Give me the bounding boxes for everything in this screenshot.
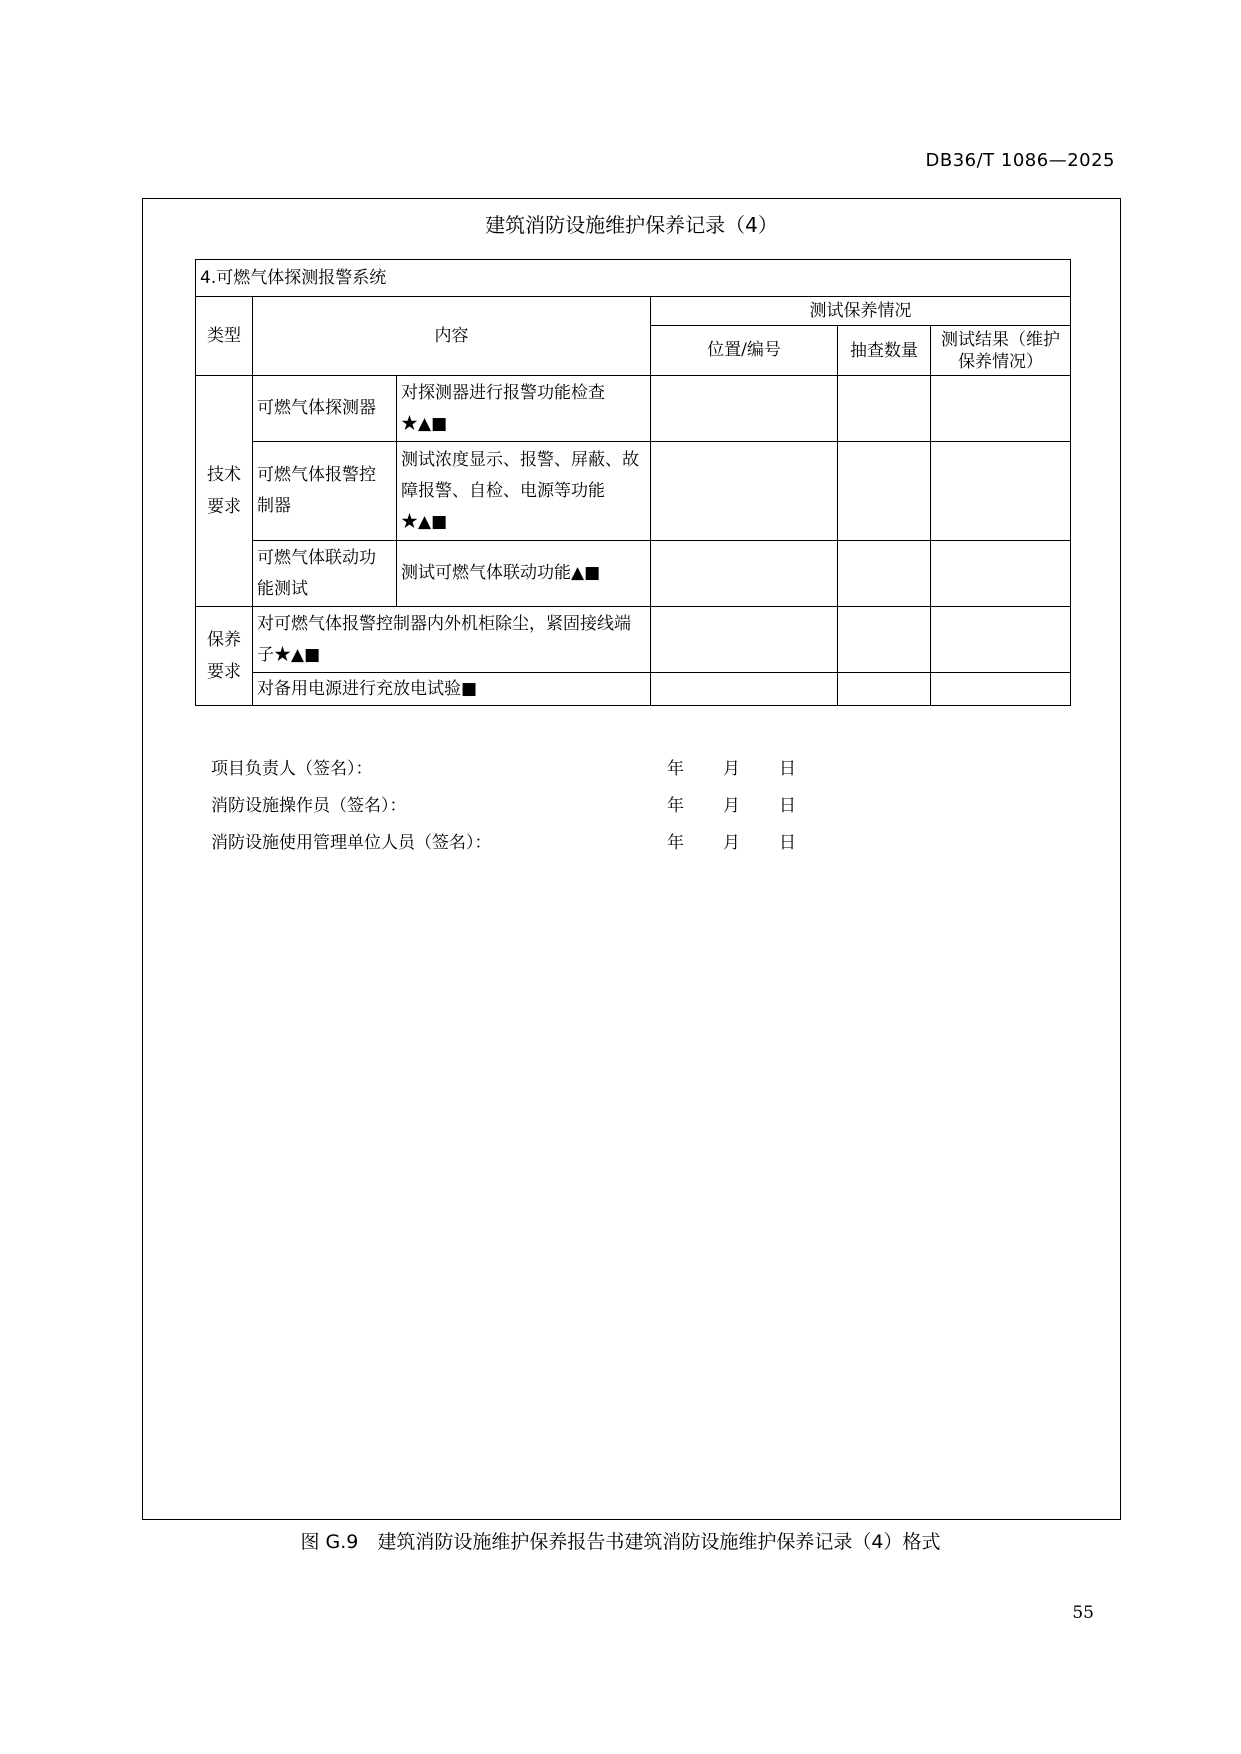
item-name: 可燃气体联动功能测试 [253,541,397,607]
signature-date[interactable] [667,828,835,853]
header-type: 类型 [196,297,253,376]
record-title: 建筑消防设施维护保养记录（4） [485,213,778,237]
result-cell[interactable] [931,673,1071,706]
item-content: 对可燃气体报警控制器内外机柜除尘，紧固接线端子★▲■ [253,607,651,673]
item-content: 测试可燃气体联动功能▲■ [397,541,651,607]
day-label: 日 [779,796,796,816]
header-test-status: 测试保养情况 [651,297,1071,326]
sample-qty-cell[interactable] [838,376,931,442]
record-frame [142,198,1121,1520]
item-name: 可燃气体报警控制器 [253,442,397,541]
month-label: 月 [723,759,740,779]
month-label: 月 [723,833,740,853]
result-cell[interactable] [931,376,1071,442]
header-sample-qty: 抽查数量 [838,326,931,376]
signature-label: 消防设施使用管理单位人员（签名）： [211,833,492,853]
day-label: 日 [779,759,796,779]
maintenance-record-table [195,259,1071,706]
sample-qty-cell[interactable] [838,607,931,673]
item-name: 可燃气体探测器 [253,376,397,442]
result-cell[interactable] [931,541,1071,607]
item-content: 对备用电源进行充放电试验■ [253,673,651,706]
signature-label: 消防设施操作员（签名）： [211,796,407,816]
group-type-maintenance: 保养要求 [196,607,253,706]
header-result: 测试结果（维护保养情况） [931,326,1071,376]
signature-label: 项目负责人（签名）： [211,759,373,779]
year-label: 年 [667,796,684,816]
sample-qty-cell[interactable] [838,541,931,607]
sample-qty-cell[interactable] [838,673,931,706]
table-row [196,442,1071,541]
location-cell[interactable] [651,607,838,673]
year-label: 年 [667,833,684,853]
table-row [196,673,1071,706]
result-cell[interactable] [931,607,1071,673]
year-label: 年 [667,759,684,779]
sample-qty-cell[interactable] [838,442,931,541]
location-cell[interactable] [651,541,838,607]
table-row [196,607,1071,673]
item-content: 对探测器进行报警功能检查★▲■ [397,376,651,442]
figure-caption: 图 G.9 建筑消防设施维护保养报告书建筑消防设施维护保养记录（4）格式 [300,1531,941,1553]
result-cell[interactable] [931,442,1071,541]
signature-date[interactable] [667,791,835,816]
group-type-technical: 技术要求 [196,376,253,607]
header-location: 位置/编号 [651,326,838,376]
month-label: 月 [723,796,740,816]
section-heading: 4.可燃气体探测报警系统 [196,260,1071,297]
location-cell[interactable] [651,376,838,442]
item-content: 测试浓度显示、报警、屏蔽、故障报警、自检、电源等功能★▲■ [397,442,651,541]
location-cell[interactable] [651,673,838,706]
page-number: 55 [1072,1603,1094,1623]
signature-date[interactable] [667,754,835,779]
document-code: DB36/T 1086—2025 [925,150,1115,171]
day-label: 日 [779,833,796,853]
header-content: 内容 [253,297,651,376]
location-cell[interactable] [651,442,838,541]
table-row [196,541,1071,607]
table-row [196,376,1071,442]
